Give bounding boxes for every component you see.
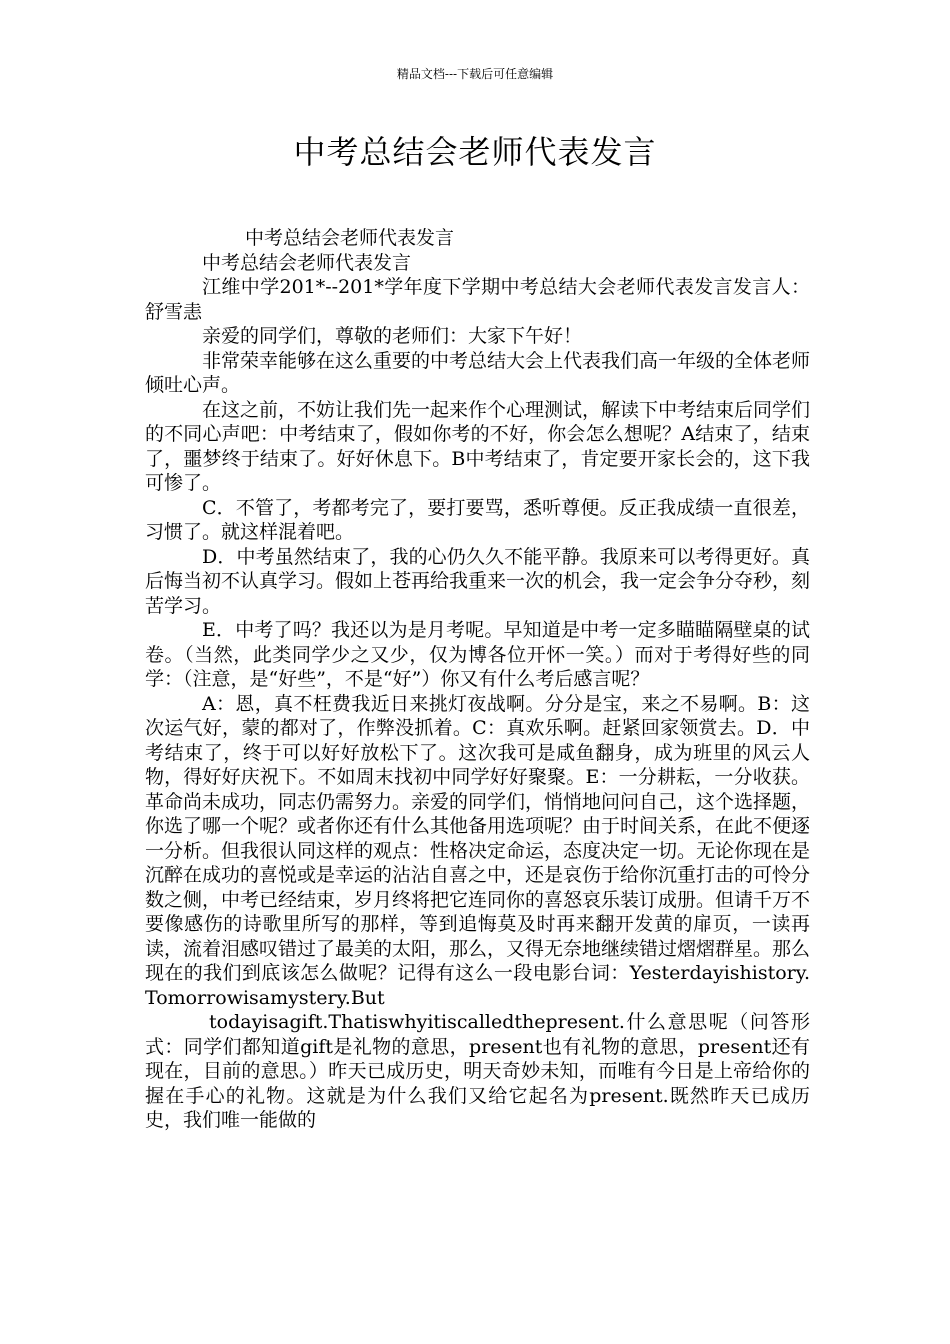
- paragraph-intro: 非常荣幸能够在这么重要的中考总结大会上代表我们高一年级的全体老师倾吐心声。: [145, 349, 811, 396]
- paragraph-option-d: D．中考虽然结束了，我的心仍久久不能平静。我原来可以考得更好。真后悔当初不认真学习。假如上苍再给我重来一次的机会，我一定会争分夺秒，刻苦学习。: [145, 545, 811, 617]
- paragraph-school-info: 江维中学201*--201*学年度下学期中考总结大会老师代表发言发言人：舒雪恚: [145, 276, 810, 323]
- paragraph-good-results: A：恩，真不枉费我近日来挑灯夜战啊。分分是宝，来之不易啊。B：这次运气好，蒙的都对了，作弊没抓着。C：真欢乐啊。赶紧回家领赏去。D．中考结束了，终于可以好好放松下了。这次我可是咸鱼翻身，成为班里的风云人物，得好好庆祝下。不如周末找初中同学好好聚聚。E：一分耕耘，一分收获。革命尚未成功，同志仍需努力。亲爱的同学们，悄悄地问问自己，这个选择题，你选了哪一个呢？或者你还有什么其他备用选项呢？由于时间关系，在此不便逐一分析。但我很认同这样的观点：性格决定命运，态度决定一切。无论你现在是沉醉在成功的喜悦或是幸运的沾沾自喜之中，还是哀伤于给你沉重打击的可怜分数之侧，中考已经结束，岁月终将把它连同你的喜怒哀乐装订成册。但请千万不要像感伤的诗歌里所写的那样，等到追悔莫及时再来翻开发黄的扉页，一读再读，流着泪感叹错过了最美的太阳，那么，又得无奈地继续错过熠熠群星。那么现在的我们到底该怎么做呢？记得有这么一段电影台词：Yesterdayishistory.Tomorrowisamystery.But: [145, 692, 811, 1009]
- paragraph-present: todayisagift.Thatiswhyitiscalledthepresent.什么意思呢（问答形式：同学们都知道gift是礼物的意思，present也有礼物的意思，present还有现在，目前的意思。）昨天已成历史，明天奇妙未知，而唯有今日是上帝给你的握在手心的礼物。这就是为什么我们又给它起名为present.既然昨天已成历史，我们唯一能做的: [145, 1011, 810, 1131]
- paragraph-option-c: C．不管了，考都考完了，要打要骂，悉听尊便。反正我成绩一直很差，习惯了。就这样混着吧。: [145, 496, 810, 543]
- document-title: 中考总结会老师代表发言: [293, 133, 657, 171]
- paragraph-option-e: E．中考了吗？我还以为是月考呢。早知道是中考一定多瞄瞄隔壁桌的试卷。（当然，此类同学少之又少，仅为博各位开怀一笑。）而对于考得好些的同学：（注意，是“好些”，不是“好”）你又有什么考后感言呢？: [145, 619, 810, 690]
- document-body: [145, 226, 810, 1133]
- body-subtitle-repeat: 中考总结会老师代表发言: [202, 251, 412, 274]
- body-subtitle: 中考总结会老师代表发言: [245, 227, 455, 249]
- paragraph-test-intro: 在这之前，不妨让我们先一起来作个心理测试，解读下中考结束后同学们的不同心声吧：中考结束了，假如你考的不好，你会怎么想呢？A结束了，结束了，噩梦终于结束了。好好休息下。B中考结束了，肯定要开家长会的，这下我可惨了。: [145, 398, 811, 494]
- paragraph-greeting: 亲爱的同学们，尊敬的老师们：大家下午好！: [202, 325, 583, 347]
- page-header-note: 精品文档---下载后可任意编辑: [396, 67, 554, 81]
